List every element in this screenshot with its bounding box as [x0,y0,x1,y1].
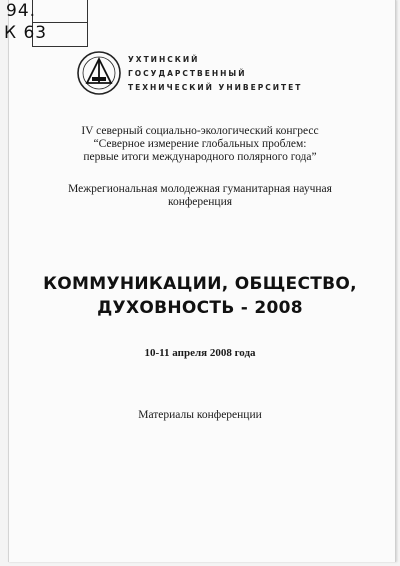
university-name-line3: ТЕХНИЧЕСКИЙ УНИВЕРСИТЕТ [128,83,303,92]
university-name-line1: УХТИНСКИЙ [128,55,200,64]
stamp-code-bottom: К 63 [4,23,48,43]
congress-heading [0,125,400,164]
conference-heading [0,183,400,209]
materials-label: Материалы конференции [138,409,262,421]
conference-date: 10-11 апреля 2008 года [144,347,256,359]
congress-line2: “Северное измерение глобальных проблем: [93,138,307,150]
conference-line2: конференция [167,196,233,208]
conference-line1: Межрегиональная молодежная гуманитарная научная [68,183,332,195]
stamp-code-top: 94. [6,1,37,21]
university-emblem-icon [76,50,122,96]
congress-line1: IV северный социально-экологический конгресс [81,125,319,137]
main-title-line2: ДУХОВНОСТЬ - 2008 [97,298,303,318]
university-name-line2: ГОСУДАРСТВЕННЫЙ [128,69,247,78]
congress-line3: первые итоги международного полярного года” [83,151,317,163]
main-title-line1: КОММУНИКАЦИИ, ОБЩЕСТВО, [43,274,357,294]
